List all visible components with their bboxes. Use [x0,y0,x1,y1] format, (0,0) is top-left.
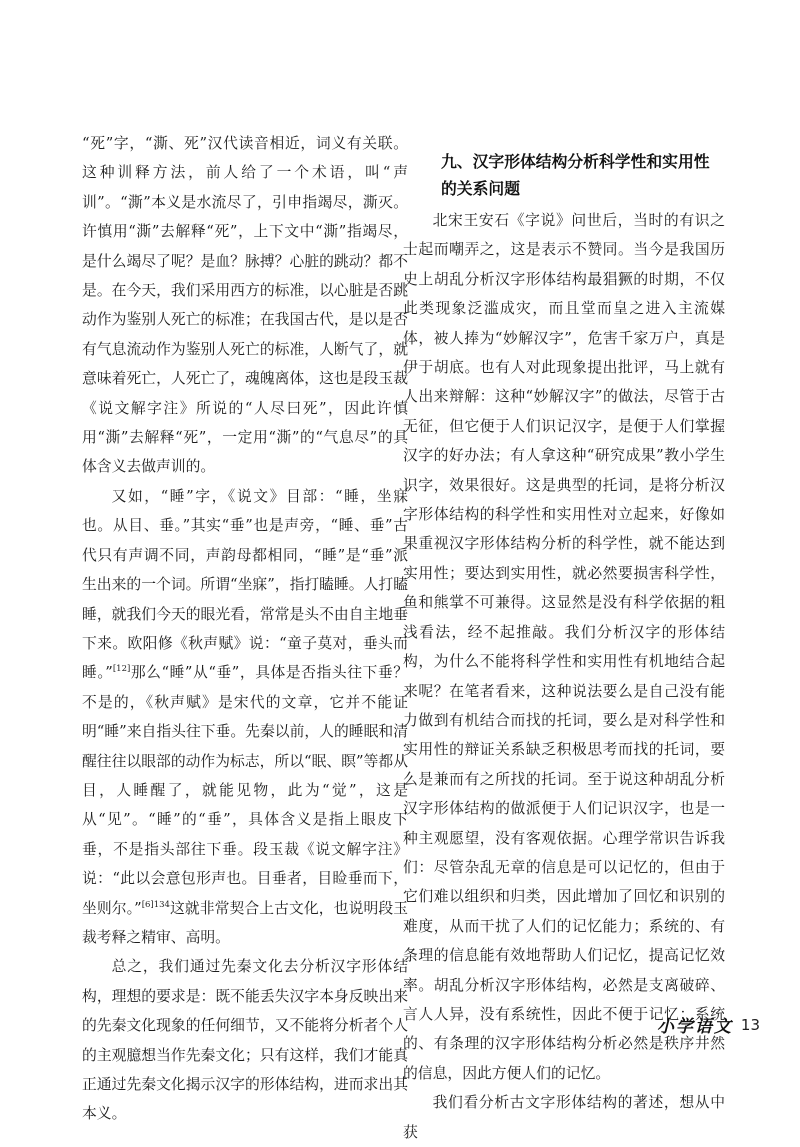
paragraph: 我们看分析古文字形体结构的著述，想从中获 [403,1094,725,1141]
paragraph: 北宋王安石《字说》问世后，当时的有识之士起而嘲弄之，这是表示不赞同。当今是我国历史上胡乱分析汉字形体结构最猖獗的时期，不仅此类现象泛滥成灾，而且堂而皇之进入主流媒体，被人捧为“妙解汉字”，危害千家万户，真是伊于胡底。也有人对此现象提出批评，马上就有人出来辩解：这种“妙解汉字”的做法，尽管于古无征，但它便于人们识记汉字，是便于人们掌握汉字的好办法；有人拿这种“研究成果”教小学生识字，效果很好。这是典型的托词，是将分析汉字形体结构的科学性和实用性对立起来，好像如果重视汉字形体结构分析的科学性，就不能达到实用性；要达到实用性，就必然要损害科学性，鱼和熊掌不可兼得。这显然是没有科学依据的粗浅看法，经不起推敲。我们分析汉字的形体结构，为什么不能将科学性和实用性有机地结合起来呢？在笔者看来，这种说法要么是自己没有能力做到有机结合而找的托词，要么是对科学性和实用性的辩证关系缺乏积极思考而找的托词，要么是兼而有之所找的托词。至于说这种胡乱分析汉字形体结构的做派便于人们记识汉字，也是一种主观愿望，没有客观依据。心理学常识告诉我们：尽管杂乱无章的信息是可以记忆的，但由于它们难以组织和归类，因此增加了回忆和识别的难度，从而干扰了人们的记忆能力；系统的、有条理的信息能有效地帮助人们记忆，提高记忆效率。胡乱分析汉字形体结构，必然是支离破碎、言人人异，没有系统性，因此不便于记忆；系统的、有条理的汉字形体结构分析必然是秩序井然的信息，因此方便人们的记忆。 [403,212,725,1082]
section-heading: 九、汉字形体结构分析科学性和实用性的关系问题 [441,152,710,198]
left-column [82,129,408,1129]
paragraph: “死”字，“澌、死”汉代读音相近，词义有关联。这种训释方法，前人给了一个术语，叫“声训”。“澌”本义是水流尽了，引申指竭尽，澌灭。许慎用“澌”去解释“死”，上下文中“澌”指竭尽，是什么竭尽了呢？是血？脉搏？心脏的跳动？都不是。在今天，我们采用西方的标准，以心脏是否跳动作为鉴别人死亡的标准；在我国古代，是以是否有气息流动作为鉴别人死亡的标准，人断气了，就意味着死亡，人死亡了，魂魄离体，这也是段玉裁《说文解字注》所说的“人尽曰死”，因此许慎用“澌”去解释“死”，一定用“澌”的“气息尽”的具体含义去做声训的。 [82,135,408,476]
journal-logo: 小学语文 [656,1017,733,1037]
page-footer [657,1012,760,1037]
page-number: 13 [740,1015,760,1034]
citation-marker: [12] [112,664,131,675]
right-column [403,148,725,1147]
paragraph: 总之，我们通过先秦文化去分析汉字形体结构，理想的要求是：既不能丢失汉字本身反映出来的先秦文化现象的任何细节，又不能将分析者个人的主观臆想当作先秦文化；只有这样，我们才能真正通过先秦文化揭示汉字的形体结构，进而求出其本义。 [82,958,408,1123]
paragraph-text: 那么“睡”从“垂”，具体是否指头往下垂？不是的，《秋声赋》是宋代的文章，它并不能证明“睡”来自指头往下垂。先秦以前，人的睡眠和清醒往往以眼部的动作为标志，所以“眠、瞑”等都从目，人睡醒了，就能见物，此为“觉”，这是从“见”。“睡”的“垂”，具体含义是指上眼皮下垂，不是指头部往下垂。段玉裁《说文解字注》说：“此以会意包形声也。目垂者，目睑垂而下，坐则尔。” [82,664,409,917]
citation-marker: [6]134 [141,899,170,910]
paragraph-text: 又如，“睡”字，《说文》目部：“睡，坐寐也。从目、垂。”其实“垂”也是声旁，“睡、垂”古代只有声调不同，声韵母都相同，“睡”是“垂”派生出来的一个词。所谓“坐寐”，指打瞌睡。人打瞌睡，就我们今天的眼光看，常常是头不由自主地垂下来。欧阳修《秋声赋》说：“童子莫对，垂头而睡。” [82,487,408,682]
paragraph-text: 这就非常契合上古文化，也说明段玉裁考释之精审、高明。 [82,899,408,946]
paragraph [82,482,408,953]
